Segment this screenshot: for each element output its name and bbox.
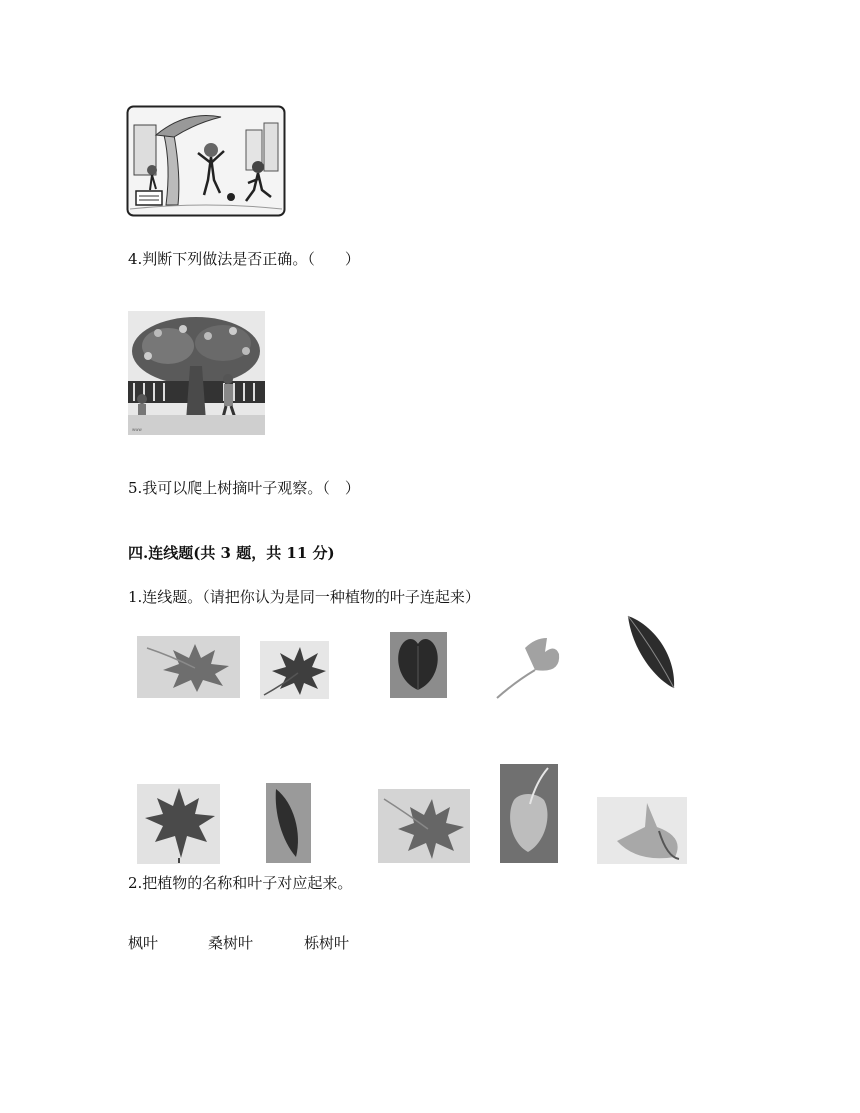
illustration-tree-climbing (128, 311, 265, 435)
leaf-image-10 (597, 797, 687, 864)
leaf-image-6 (137, 784, 220, 864)
leaf-image-7 (266, 783, 311, 863)
section-heading: 四.连线题(共 3 题，共 11 分) (128, 544, 335, 562)
question-4: 4.判断下列做法是否正确。（ ） (128, 250, 360, 268)
leaf-image-1 (137, 636, 240, 698)
leaf-image-2 (260, 641, 329, 699)
leaf-image-9 (500, 764, 558, 863)
matching-question-1: 1.连线题。（请把你认为是同一种植物的叶子连起来） (128, 588, 480, 606)
matching-question-2: 2.把植物的名称和叶子对应起来。 (128, 874, 353, 892)
svg-text:www: www (132, 427, 142, 432)
leaf-image-4 (495, 634, 563, 700)
plant-name-oak: 栎树叶 (304, 934, 350, 952)
leaf-image-8 (378, 789, 470, 863)
leaf-image-3 (390, 632, 447, 698)
plant-name-maple: 枫叶 (128, 934, 159, 952)
leaf-image-5 (622, 614, 678, 691)
illustration-kids-playing (126, 105, 286, 217)
question-5: 5.我可以爬上树摘叶子观察。（ ） (128, 479, 360, 497)
plant-name-mulberry: 桑树叶 (208, 934, 254, 952)
